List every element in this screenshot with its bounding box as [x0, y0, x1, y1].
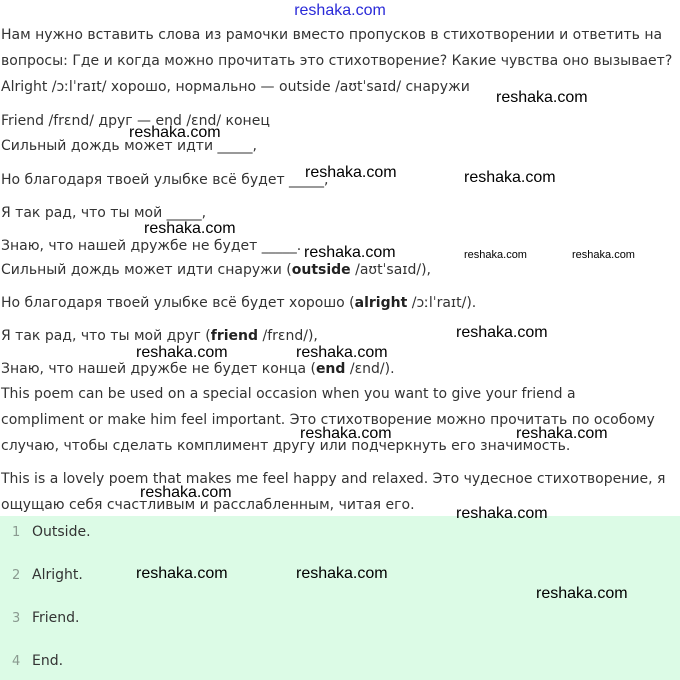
watermark: reshaka.com — [129, 124, 221, 141]
answer-text: End. — [32, 653, 64, 669]
watermark: reshaka.com — [140, 484, 232, 501]
answer-item — [12, 653, 63, 669]
site-header[interactable]: reshaka.com — [294, 2, 386, 19]
answer-number: 4 — [12, 654, 21, 669]
watermark: reshaka.com — [456, 324, 548, 341]
poem-blank-line-2: Но благодаря твоей улыбке всё будет _____, — [1, 172, 329, 188]
answer-item — [12, 610, 80, 626]
answer-text: Friend. — [32, 610, 80, 626]
answer-word: friend — [210, 328, 259, 344]
answer-paragraph-1-line-3: случаю, чтобы сделать комплимент другу или подчеркнуть его значимость. — [1, 438, 571, 454]
watermark: reshaka.com — [536, 585, 628, 602]
answer-item — [12, 524, 91, 540]
poem-blank-line-3: Я так рад, что ты мой _____, — [1, 205, 207, 221]
poem-blank-line-1: Сильный дождь может идти _____, — [1, 138, 257, 154]
watermark: reshaka.com — [136, 565, 228, 582]
watermark: reshaka.com — [300, 425, 392, 442]
answer-number: 1 — [12, 525, 21, 540]
answer-text: Alright. — [32, 567, 83, 583]
watermark: reshaka.com — [305, 164, 397, 181]
watermark: reshaka.com — [456, 505, 548, 522]
vocab-line-1: Alright /ɔːlˈraɪt/ хорошо, нормально — outside /aʊtˈsaɪd/ снаружи — [1, 79, 470, 95]
answer-paragraph-2-line-2: ощущаю себя счастливым и расслабленным, читая его. — [1, 497, 415, 513]
poem-filled-line-4: Знаю, что нашей дружбе не будет конца (end /ɛnd/). — [1, 361, 395, 377]
poem-blank-line-4: Знаю, что нашей дружбе не будет _____. — [1, 238, 302, 254]
task-text-line-1: Нам нужно вставить слова из рамочки вместо пропусков в стихотворении и ответить на — [1, 27, 663, 43]
answer-word: end — [315, 361, 346, 377]
watermark: reshaka.com — [496, 89, 588, 106]
poem-filled-line-2: Но благодаря твоей улыбке всё будет хорошо (alright /ɔːlˈraɪt/). — [1, 295, 477, 311]
watermark: reshaka.com — [296, 344, 388, 361]
answer-word: alright — [354, 295, 408, 311]
vocab-line-2: Friend /frɛnd/ друг — end /ɛnd/ конец — [1, 113, 270, 129]
answer-number: 2 — [12, 568, 21, 583]
watermark: reshaka.com — [516, 425, 608, 442]
poem-filled-line-3: Я так рад, что ты мой друг (friend /frɛnd/), — [1, 328, 318, 344]
answer-text: Outside. — [32, 524, 91, 540]
answer-number: 3 — [12, 611, 21, 626]
answer-word: outside — [291, 262, 351, 278]
watermark: reshaka.com — [464, 249, 527, 261]
answer-item — [12, 567, 83, 583]
answer-paragraph-1-line-2: compliment or make him feel important. Это стихотворение можно прочитать по особому — [1, 412, 655, 428]
watermark: reshaka.com — [296, 565, 388, 582]
answer-paragraph-2-line-1: This is a lovely poem that makes me feel happy and relaxed. Это чудесное стихотворение, я — [1, 471, 666, 487]
watermark: reshaka.com — [464, 169, 556, 186]
watermark: reshaka.com — [572, 249, 635, 261]
task-text-line-2: вопросы: Где и когда можно прочитать это стихотворение? Какие чувства оно вызывает? — [1, 53, 673, 69]
watermark: reshaka.com — [304, 244, 396, 261]
watermark: reshaka.com — [136, 344, 228, 361]
watermark: reshaka.com — [144, 220, 236, 237]
poem-filled-line-1: Сильный дождь может идти снаружи (outside /aʊtˈsaɪd/), — [1, 262, 431, 278]
answer-paragraph-1-line-1: This poem can be used on a special occasion when you want to give your friend a — [1, 386, 576, 402]
